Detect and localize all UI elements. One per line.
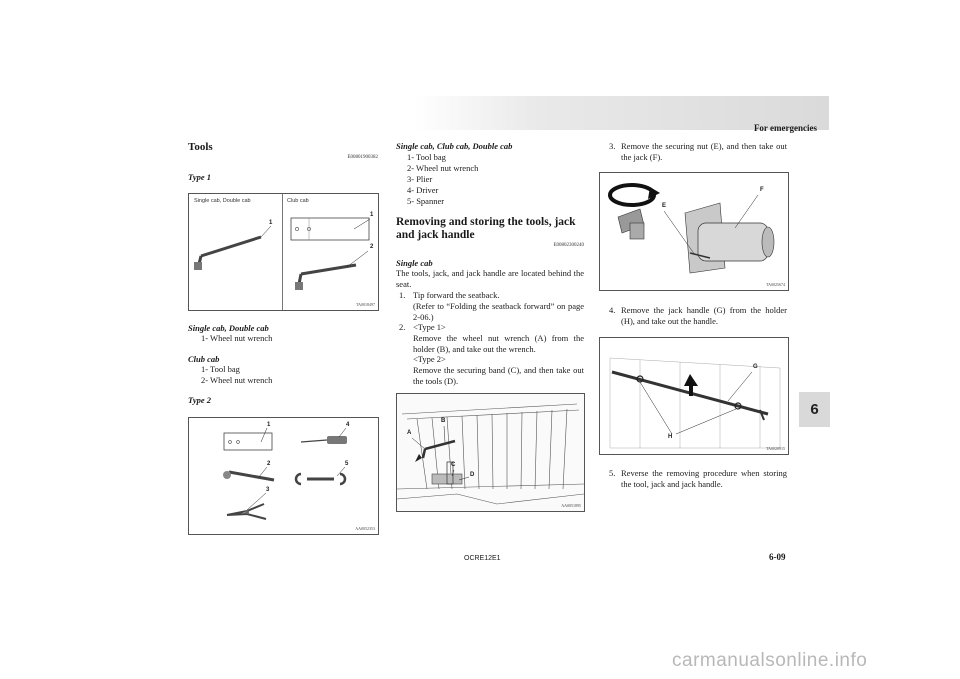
- figure-jack-handle: [599, 337, 789, 455]
- figure-jack: [599, 172, 789, 291]
- step2-type1-label: <Type 1>: [413, 322, 446, 332]
- wheel-nut-wrench-2-icon: [295, 251, 368, 290]
- spanner-icon: [296, 467, 345, 484]
- middle-item-2: 2- Wheel nut wrench: [407, 163, 479, 173]
- fig4-callout-f: F: [760, 187, 764, 193]
- fig2-callout-3: 3: [266, 487, 270, 493]
- group1-label: Single cab, Double cab: [188, 323, 269, 333]
- fig4-code: TA0025674: [765, 282, 785, 287]
- figure-type1-tools: [188, 193, 379, 311]
- fig2-callout-1: 1: [267, 422, 271, 428]
- type2-label: Type 2: [188, 395, 212, 405]
- section-title: For emergencies: [753, 123, 817, 133]
- step4-number: 4.: [609, 305, 616, 315]
- figure-type2-tools: [188, 417, 379, 535]
- tool-bag-icon: [291, 218, 370, 240]
- type1-label: Type 1: [188, 172, 212, 182]
- fig4-callout-e: E: [662, 203, 667, 209]
- fig5-code: TA0020915: [765, 446, 785, 451]
- fig2-code: AA0052353: [355, 526, 375, 531]
- fig2-callout-4: 4: [346, 422, 350, 428]
- tool-bag-icon: [224, 428, 272, 450]
- wing-nut-icon: [618, 209, 644, 239]
- step3-number: 3.: [609, 141, 616, 151]
- middle-item-5: 5- Spanner: [407, 196, 445, 206]
- wheel-nut-wrench-icon: [194, 226, 271, 270]
- removing-heading-code: E00802300240: [553, 243, 584, 248]
- wheel-nut-wrench-icon: [223, 467, 274, 480]
- page-number: 6-09: [769, 552, 786, 562]
- fig3-code: AA0051895: [561, 503, 581, 508]
- middle-item-3: 3- Plier: [407, 174, 433, 184]
- group2-label: Club cab: [188, 354, 220, 364]
- chapter-number: 6: [810, 401, 819, 418]
- chapter-tab: [799, 392, 830, 427]
- fig1-callout-1: 1: [269, 220, 273, 226]
- middle-group-label: Single cab, Club cab, Double cab: [396, 141, 513, 151]
- type2-tools-drawing: [189, 418, 378, 534]
- watermark: carmanualsonline.info: [672, 650, 868, 671]
- intro-text: The tools, jack, and jack handle are located behind the seat.: [396, 268, 584, 289]
- wheel-nut-wrench-drawing: [189, 194, 378, 310]
- behind-seat-drawing: [397, 394, 584, 511]
- fig1-callout-1b: 1: [370, 212, 374, 218]
- jack-handle-drawing: [600, 338, 788, 454]
- step5-text: Reverse the removing procedure when storing the tool, jack and jack handle.: [621, 468, 787, 489]
- step2-text1: Remove the wheel nut wrench (A) from the holder (B), and take out the wrench.: [413, 333, 584, 354]
- middle-item-4: 4- Driver: [407, 185, 439, 195]
- fig5-callout-g: G: [753, 364, 758, 370]
- fig2-callout-5: 5: [345, 461, 349, 467]
- fig1-code: TA0018497: [355, 302, 375, 307]
- tools-heading: Tools: [188, 141, 213, 153]
- middle-item-1: 1- Tool bag: [407, 152, 446, 162]
- step1-reference: (Refer to “Folding the seatback forward” on page 2-06.): [413, 301, 584, 322]
- figure-behind-seat: [396, 393, 585, 512]
- fig3-callout-c: C: [451, 462, 456, 468]
- step2-type2-label: <Type 2>: [413, 354, 446, 364]
- fig1-callout-2: 2: [370, 244, 374, 250]
- fig3-callout-d: D: [470, 472, 475, 478]
- driver-icon: [301, 428, 347, 444]
- fig2-callout-2: 2: [267, 461, 271, 467]
- step5-number: 5.: [609, 468, 616, 478]
- footer-doc-code: OCRE12E1: [464, 555, 501, 562]
- group1-item: 1- Wheel nut wrench: [201, 333, 273, 343]
- step3-text: Remove the securing nut (E), and then take out the jack (F).: [621, 141, 787, 162]
- jack-icon: [685, 203, 774, 273]
- group2-item-1: 1- Tool bag: [201, 364, 240, 374]
- fig1-caption-left: Single cab, Double cab: [194, 198, 251, 204]
- step2-number: 2.: [399, 322, 406, 332]
- fig1-caption-right: Club cab: [287, 198, 309, 204]
- single-cab-label: Single cab: [396, 258, 433, 268]
- tools-heading-code: E00801900382: [347, 155, 378, 160]
- fig3-callout-b: B: [441, 418, 446, 424]
- rotate-arrow-icon: [610, 185, 660, 205]
- fig5-callout-h: H: [668, 434, 673, 440]
- fig3-callout-a: A: [407, 430, 412, 436]
- step2-text2: Remove the securing band (C), and then take out the tools (D).: [413, 365, 584, 386]
- step4-text: Remove the jack handle (G) from the holder (H), and take out the handle.: [621, 305, 787, 326]
- step1-text: Tip forward the seatback.: [413, 290, 500, 300]
- step1-number: 1.: [399, 290, 406, 300]
- group2-item-2: 2- Wheel nut wrench: [201, 375, 273, 385]
- removing-heading: Removing and storing the tools, jack and jack handle: [396, 216, 576, 241]
- plier-icon: [227, 493, 266, 519]
